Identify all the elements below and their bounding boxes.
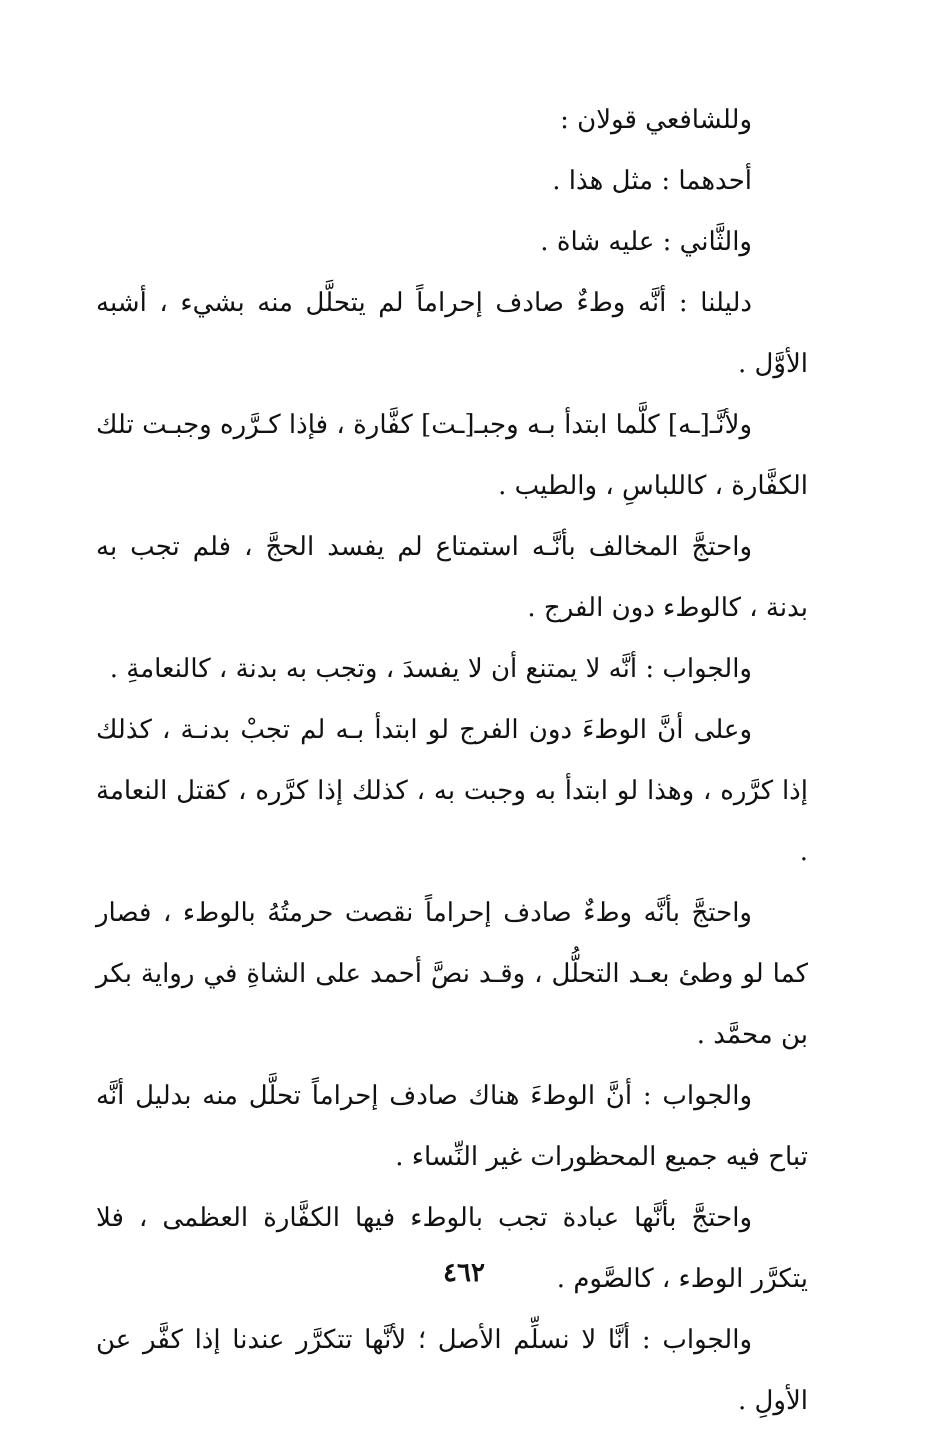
- paragraph: والجواب : أنَّه لا يمتنع أن لا يفسدَ ، وتجب به بدنة ، كالنعامةِ .: [109, 654, 752, 684]
- paragraph: واحتجَّ المخالف بأنَّـه استمتاع لم يفسد الحجَّ ، فلم تجب به بدنة ، كالوطء دون الفرج .: [96, 532, 808, 623]
- paragraph: وللشافعي قولان :: [560, 105, 752, 135]
- paragraph: والجواب : أنَّا لا نسلِّم الأصل ؛ لأنَّها تتكرَّر عندنا إذا كفَّر عن الأولِ .: [96, 1325, 808, 1416]
- page-number: ٤٦٢: [443, 1258, 485, 1288]
- paragraph: وعلى أنَّ الوطءَ دون الفرج لو ابتدأ بـه لم تجبْ بدنـة ، كذلك إذا كرَّره ، وهذا لو ابتدأ به وجبت به ، كذلك إذا كرَّره ، كقتل النعامة .: [96, 715, 808, 867]
- body-text: [96, 90, 808, 1432]
- paragraph: والثَّاني : عليه شاة .: [540, 227, 752, 257]
- paragraph: أحدهما : مثل هذا .: [552, 166, 752, 196]
- paragraph: والجواب : أنَّ الوطءَ هناك صادف إحراماً تحلَّل منه بدليل أنَّه تباح فيه جميع المحظورات غير النِّساء .: [96, 1081, 808, 1172]
- paragraph: دليلنا : أنَّه وطءٌ صادف إحراماً لم يتحلَّل منه بشيء ، أشبه الأوَّل .: [96, 288, 808, 379]
- paragraph: واحتجَّ بأنَّه وطءٌ صادف إحراماً نقصت حرمتُهُ بالوطء ، فصار كما لو وطئ بعـد التحلُّل ، وقـد نصَّ أحمد على الشاةِ في رواية بكر بن محمَّد .: [96, 898, 808, 1050]
- paragraph: ولأنَّـ[ـه] كلَّما ابتدأ بـه وجبـ[ـت] كفَّارة ، فإذا كـرَّره وجبـت تلك الكفَّارة ، كاللباسِ ، والطيب .: [96, 410, 808, 501]
- paragraph: واحتجَّ بأنَّها عبادة تجب بالوطء فيها الكفَّارة العظمى ، فلا يتكرَّر الوطء ، كالصَّوم .: [96, 1203, 808, 1294]
